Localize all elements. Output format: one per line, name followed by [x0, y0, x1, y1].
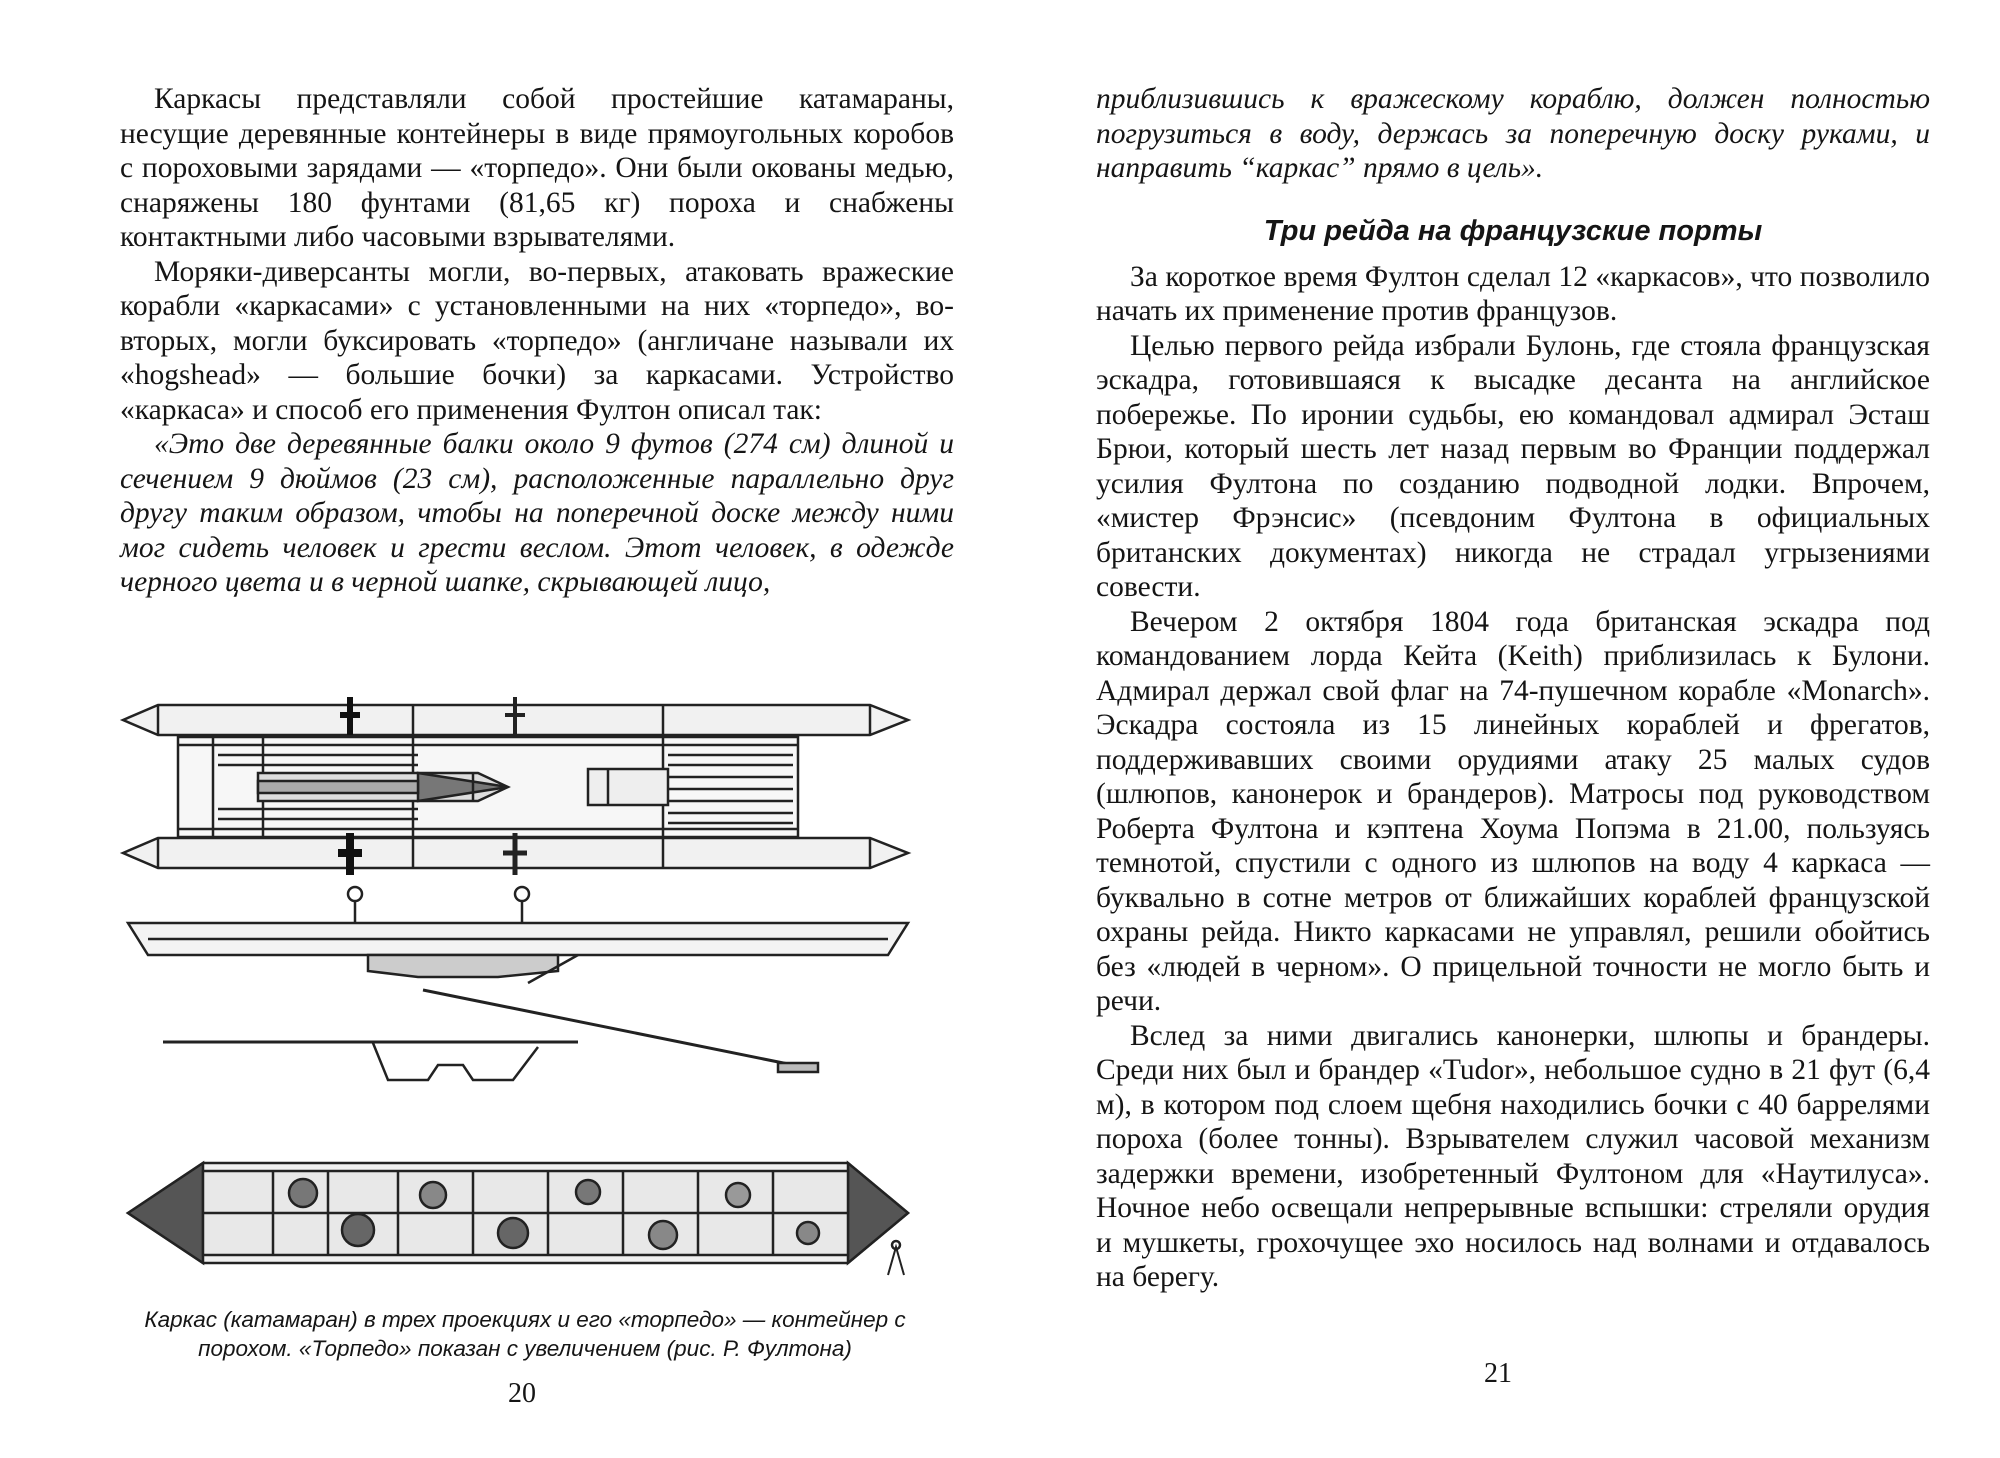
paragraph: Вслед за ними двигались канонерки, шлюпы и брандеры. Среди них был и брандер «Tudor», небольшое судно в 21 фут (6,4 м), в котором под слоем щебня находились бочки с 40 баррелями пороха (более тонны). Взрывателем служил часовой механизм задержки времени, изобретенный Фултоном для «Наутилуса». Ночное небо освещали непрерывные вспышки: стреляли орудия и мушкеты, грохочущее эхо носилось над волнами и отдавалось на берегу.: [1096, 1019, 1930, 1293]
page-number: 20: [508, 1378, 536, 1409]
paragraph: За короткое время Фултон сделал 12 «каркасов», что позволило начать их применение против французов.: [1096, 260, 1930, 327]
section-heading: Три рейда на французские порты: [1263, 214, 1763, 247]
page-number: 21: [1484, 1358, 1512, 1389]
quote-continuation: приблизившись к вражескому кораблю, должен полностью погрузиться в воду, держась за поперечную доску руками, и направить “каркас” прямо в цель».: [1096, 83, 1930, 184]
quote-paragraph: «Это две деревянные балки около 9 футов (274 см) длиной и сечением 9 дюймов (23 см), расположенные параллельно друг другу таким образом, чтобы на поперечной доске между ними мог сидеть человек и грести веслом. Этот человек, в одежде черного цвета и в черной шапке, скрывающей лицо,: [120, 428, 954, 598]
paragraph: Каркасы представляли собой простейшие катамараны, несущие деревянные контейнеры в виде прямоугольных коробов с пороховыми зарядами — «торпедо». Они были окованы медью, снаряжены 180 фунтами (81,65 кг) пороха и снабжены контактными либо часовыми взрывателями.: [120, 83, 954, 253]
paragraph: Целью первого рейда избрали Булонь, где стояла французская эскадра, готовившаяся к высадке десанта на английское побережье. По иронии судьбы, ею командовал адмирал Эсташ Брюи, который шесть лет назад первым во Франции поддержал усилия Фултона по созданию подводной лодки. Впрочем, «мистер Фрэнсис» (псевдоним Фултона в официальных британских документах) никогда не страдал угрызениями совести.: [1096, 329, 1930, 603]
right-page: [1000, 0, 2000, 1458]
left-text-column: [120, 82, 954, 600]
right-text-column: [1096, 82, 1930, 1295]
figure-caption: Каркас (катамаран) в трех проекциях и его «торпедо» — контейнер с порохом. «Торпедо» показан с увеличением (рис. Р. Фултона): [144, 1307, 906, 1361]
paragraph: Моряки-диверсанты могли, во-первых, атаковать вражеские корабли «каркасами» с установленными на них «торпедо», во-вторых, могли буксировать «торпедо» (англичане называли их «hogshead» — большие бочки) за каркасами. Устройство «каркаса» и способ его применения Фултон описал так:: [120, 255, 954, 426]
paragraph: Вечером 2 октября 1804 года британская эскадра под командованием лорда Кейта (Keith) приблизилась к Булони. Адмирал держал свой флаг на 74-пушечном корабле «Monarch». Эскадра состояла из 15 линейных кораблей и фрегатов, поддерживавших своими орудиями атаку 25 малых судов (шлюпов, канонерок и брандеров). Матросы под руководством Роберта Фултона и кэптена Хоума Попэма в 21.00, пользуясь темнотой, спустили с одного из шлюпов на воду 4 каркаса — буквально в сотне метров от ближайших кораблей французской охраны рейда. Никто каркасами не управлял, решили обойтись без «людей в черном». О прицельной точности не могло быть и речи.: [1096, 605, 1930, 1017]
catamaran-drawing: [118, 685, 918, 1295]
